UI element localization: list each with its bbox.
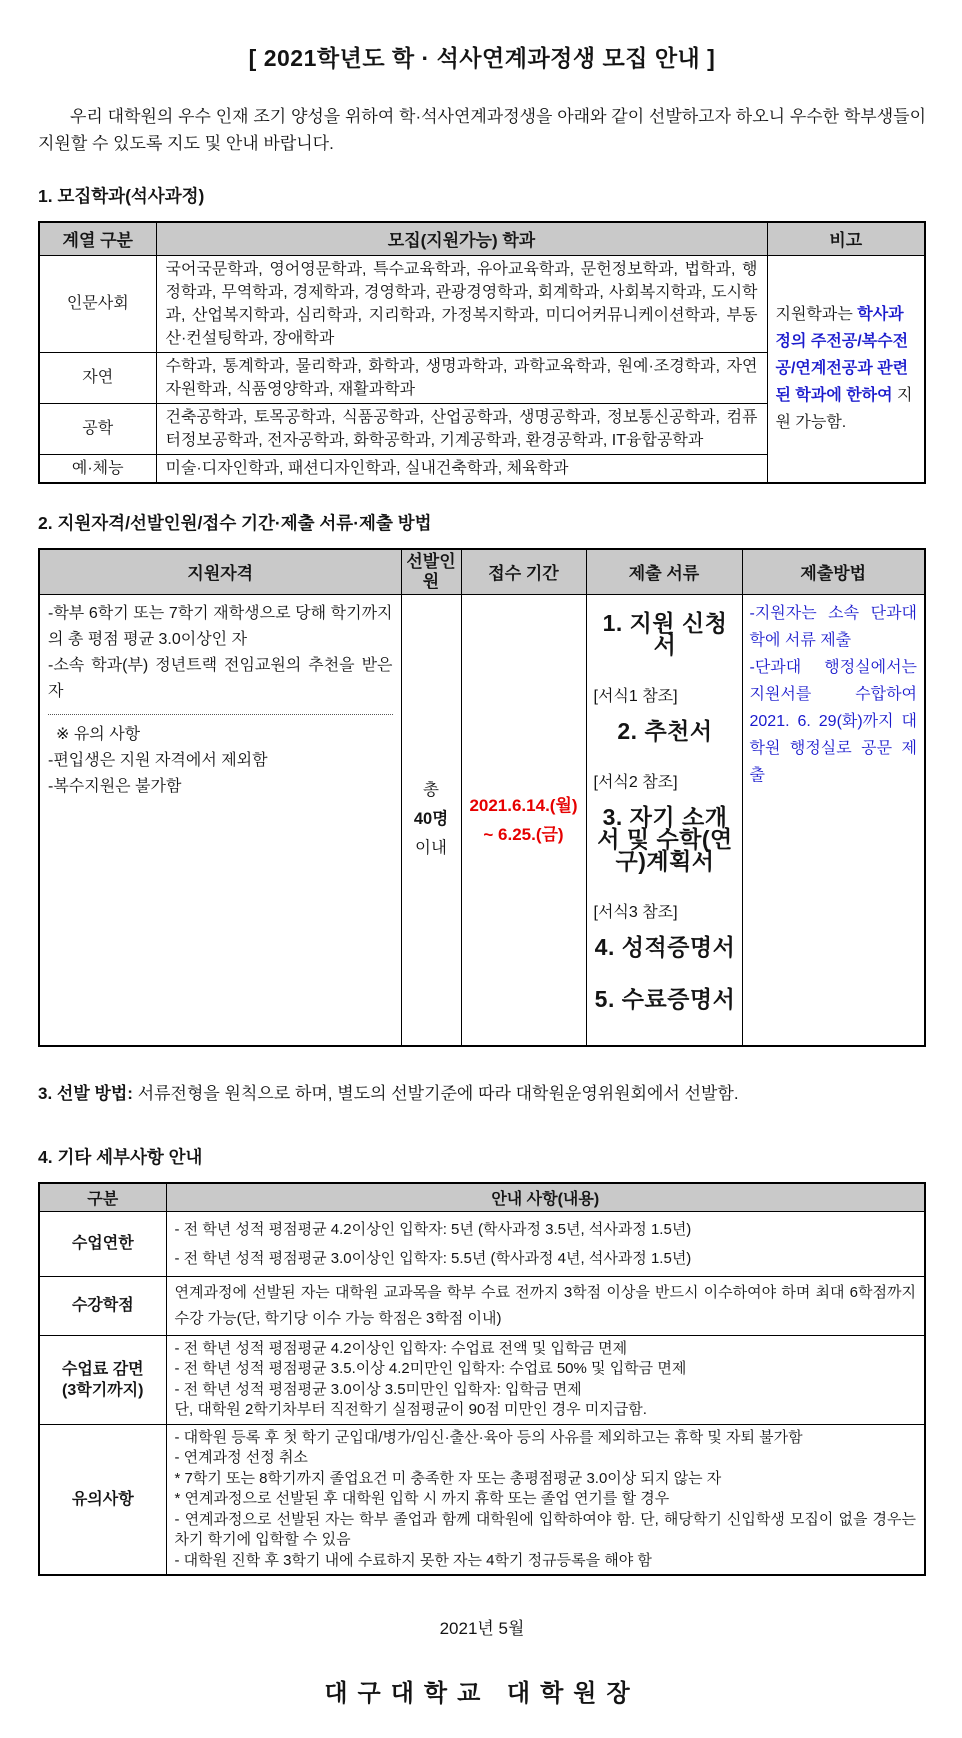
- table-row: [39, 1424, 925, 1575]
- qualification-line: -소속 학과(부) 정년트랙 전임교원의 추천을 받은 자: [48, 656, 393, 700]
- quota-cell: [401, 594, 461, 1046]
- row-content: [166, 1276, 925, 1335]
- section4-heading: 4. 기타 세부사항 안내: [38, 1146, 203, 1167]
- document-title: 4. 성적증명서: [594, 933, 736, 960]
- content-line: - 대학원 등록 후 첫 학기 군입대/병가/임신·출산·육아 등의 사유를 제외하고는 휴학 및 자퇴 불가함: [174, 1428, 803, 1446]
- content-line: - 전 학년 성적 평점평균 3.0이상 3.5미만인 입학자: 입학금 면제: [174, 1380, 582, 1398]
- intro-paragraph: 우리 대학원의 우수 인재 조기 양성을 위하여 학·석사연계과정생을 아래와 같이 선발하고자 하오니 우수한 학부생들이 지원할 수 있도록 지도 및 안내 바랍니다.: [38, 107, 926, 153]
- qualification-line: -학부 6학기 또는 7학기 재학생으로 당해 학기까지의 총 평점 평균 3.0이상인 자: [48, 604, 393, 648]
- document-ref: [서식3 참조]: [593, 903, 678, 921]
- row-content: [166, 1335, 925, 1424]
- table-row: [39, 1211, 925, 1276]
- departments-cell: 건축공학과, 토목공학과, 식품공학과, 산업공학과, 생명공학과, 정보통신공학과, 컴퓨터정보공학과, 전자공학과, 화학공학과, 기계공학과, 환경공학과, IT융합공학과: [156, 403, 767, 454]
- table-header-row: [39, 1183, 925, 1212]
- remark-text-suffix: 지원 가능함.: [775, 387, 913, 431]
- document-title: 1. 지원 신청서: [602, 609, 728, 658]
- table-row: [39, 1335, 925, 1424]
- document-title: 2. 추천서: [617, 717, 713, 744]
- row-label-text: 수강학점: [71, 1297, 134, 1314]
- section1-heading: 1. 모집학과(석사과정): [38, 186, 205, 206]
- section3-label: 3. 선발 방법:: [38, 1083, 133, 1103]
- remark-text-prefix: 지원학과는: [775, 306, 858, 323]
- document-title: 3. 자기 소개서 및 수학(연구)계획서: [597, 803, 733, 874]
- recruiting-departments-table: [38, 221, 926, 484]
- document-item: [593, 717, 737, 794]
- col-header-type: 구분: [39, 1183, 166, 1212]
- category-cell: 자연: [39, 352, 156, 403]
- documents-cell: [586, 594, 742, 1046]
- content-line: * 연계과정으로 선발된 후 대학원 입학 시 까지 휴학 또는 졸업 연기를 할 경우: [174, 1490, 670, 1507]
- document-item: [594, 933, 737, 960]
- details-table: [38, 1182, 926, 1577]
- section2-heading: 2. 지원자격/선발인원/접수 기간·제출 서류·제출 방법: [38, 512, 432, 533]
- quota-number: 40명: [413, 810, 449, 828]
- caution-title: ※ 유의 사항: [56, 725, 141, 743]
- row-label-text: 수업연한: [71, 1235, 134, 1252]
- row-label-text: 수업료 감면: [61, 1360, 144, 1378]
- period-start: 2021.6.14.(월): [469, 795, 578, 815]
- application-period-cell: [461, 594, 586, 1046]
- category-cell: 공학: [39, 403, 156, 454]
- row-content: [166, 1424, 925, 1575]
- col-header-content: 안내 사항(내용): [166, 1183, 925, 1212]
- method-line: -단과대 행정실에서는 지원서를 수합하여 2021. 6. 29(화)까지 대학원 행정실로 공문 제출: [749, 658, 917, 784]
- row-content: [166, 1211, 925, 1276]
- quota-line: 총: [423, 781, 439, 799]
- col-header-method: 제출방법: [742, 549, 925, 595]
- content-line: - 연계과정 선정 취소: [174, 1449, 308, 1466]
- submission-method-cell: [742, 594, 925, 1046]
- section3-line: [38, 1079, 926, 1104]
- document-title: 5. 수료증명서: [594, 985, 736, 1012]
- table-row: [39, 255, 925, 352]
- content-line: - 전 학년 성적 평점평균 4.2이상인 입학자: 5년 (학사과정 3.5년, 석사과정 1.5년): [174, 1220, 692, 1238]
- remark-cell: [767, 255, 925, 483]
- table-header-row: [39, 549, 925, 595]
- document-item: [594, 985, 737, 1012]
- col-header-departments: 모집(지원가능) 학과: [156, 222, 767, 255]
- qualification-cell: [39, 594, 401, 1046]
- caution-block: [48, 714, 393, 800]
- content-line: 단, 대학원 2학기차부터 직전학기 실점평균이 90점 미만인 경우 미지급함.: [174, 1401, 647, 1418]
- caution-line: -복수지원은 불가함: [48, 777, 182, 795]
- document-ref: [서식2 참조]: [593, 773, 678, 791]
- document-item: [593, 609, 737, 708]
- row-label-text: 유의사항: [71, 1490, 134, 1508]
- table-row: [39, 1276, 925, 1335]
- page-title: [ 2021학년도 학 · 석사연계과정생 모집 안내 ]: [248, 45, 716, 71]
- application-info-table: [38, 548, 926, 1047]
- quota-line: 이내: [415, 839, 447, 857]
- document-item: [593, 803, 737, 924]
- content-line: - 전 학년 성적 평점평균 4.2이상인 입학자: 수업료 전액 및 입학금 면제: [174, 1339, 628, 1357]
- content-line: - 전 학년 성적 평점평균 3.5.이상 4.2미만인 입학자: 수업료 50% 및 입학금 면제: [174, 1360, 687, 1377]
- method-line: -지원자는 소속 단과대학에 서류 제출: [749, 604, 917, 649]
- row-label: [39, 1335, 166, 1424]
- period-end: ~ 6.25.(금): [483, 824, 564, 844]
- caution-line: -편입생은 지원 자격에서 제외함: [48, 751, 268, 769]
- col-header-category: 계열 구분: [39, 222, 156, 255]
- remark-text-highlight: 학사과정의 주전공/복수전공/연계전공과 관련된 학과에 한하여: [775, 306, 909, 404]
- row-label: [39, 1211, 166, 1276]
- departments-cell: 수학과, 통계학과, 물리학과, 화학과, 생명과학과, 과학교육학과, 원예·조경학과, 자연자원학과, 식품영양학과, 재활과학과: [156, 352, 767, 403]
- document-ref: [서식1 참조]: [593, 687, 678, 705]
- col-header-remark: 비고: [767, 222, 925, 255]
- row-label: [39, 1424, 166, 1575]
- row-label-text2: (3학기까지): [62, 1381, 144, 1399]
- category-cell: 인문사회: [39, 255, 156, 352]
- section3-text: 서류전형을 원칙으로 하며, 별도의 선발기준에 따라 대학원운영위원회에서 선발함.: [132, 1083, 739, 1103]
- content-line: - 전 학년 성적 평점평균 3.0이상인 입학자: 5.5년 (학사과정 4년, 석사과정 1.5년): [174, 1249, 692, 1267]
- col-header-quota: 선발인원: [401, 549, 461, 595]
- departments-cell: 국어국문학과, 영어영문학과, 특수교육학과, 유아교육학과, 문헌정보학과, 법학과, 행정학과, 무역학과, 경제학과, 경영학과, 관광경영학과, 회계학과, 사회복지학과, 도시학과, 산업복지학과, 심리학과, 지리학과, 가정복지학과, 미디어커뮤니케이션학과, 부동산·컨설팅학과, 장애학과: [156, 255, 767, 352]
- content-line: - 대학원 진학 후 3학기 내에 수료하지 못한 자는 4학기 정규등록을 해야 함: [174, 1551, 652, 1569]
- content-line: 연계과정에 선발된 자는 대학원 교과목을 학부 수료 전까지 3학점 이상을 반드시 이수하여야 하며 최대 6학점까지 수강 가능(단, 학기당 이수 가능 학점은 3학점 이내): [174, 1283, 916, 1327]
- content-line: - 연계과정으로 선발된 자는 학부 졸업과 함께 대학원에 입학하여야 함. 단, 해당학기 신입학생 모집이 없을 경우는 차기 학기에 입학할 수 있음: [174, 1510, 916, 1548]
- category-cell: 예·체능: [39, 454, 156, 483]
- row-label: [39, 1276, 166, 1335]
- table-header-row: [39, 222, 925, 255]
- signature-line: 대구대학교 대학원장: [324, 1680, 640, 1707]
- departments-cell: 미술·디자인학과, 패션디자인학과, 실내건축학과, 체육학과: [156, 454, 767, 483]
- content-line: * 7학기 또는 8학기까지 졸업요건 미 충족한 자 또는 총평점평균 3.0이상 되지 않는 자: [174, 1469, 722, 1487]
- col-header-qualification: 지원자격: [39, 549, 401, 595]
- col-header-documents: 제출 서류: [586, 549, 742, 595]
- issue-date: 2021년 5월: [439, 1619, 525, 1638]
- col-header-period: 접수 기간: [461, 549, 586, 595]
- table-row: [39, 594, 925, 1046]
